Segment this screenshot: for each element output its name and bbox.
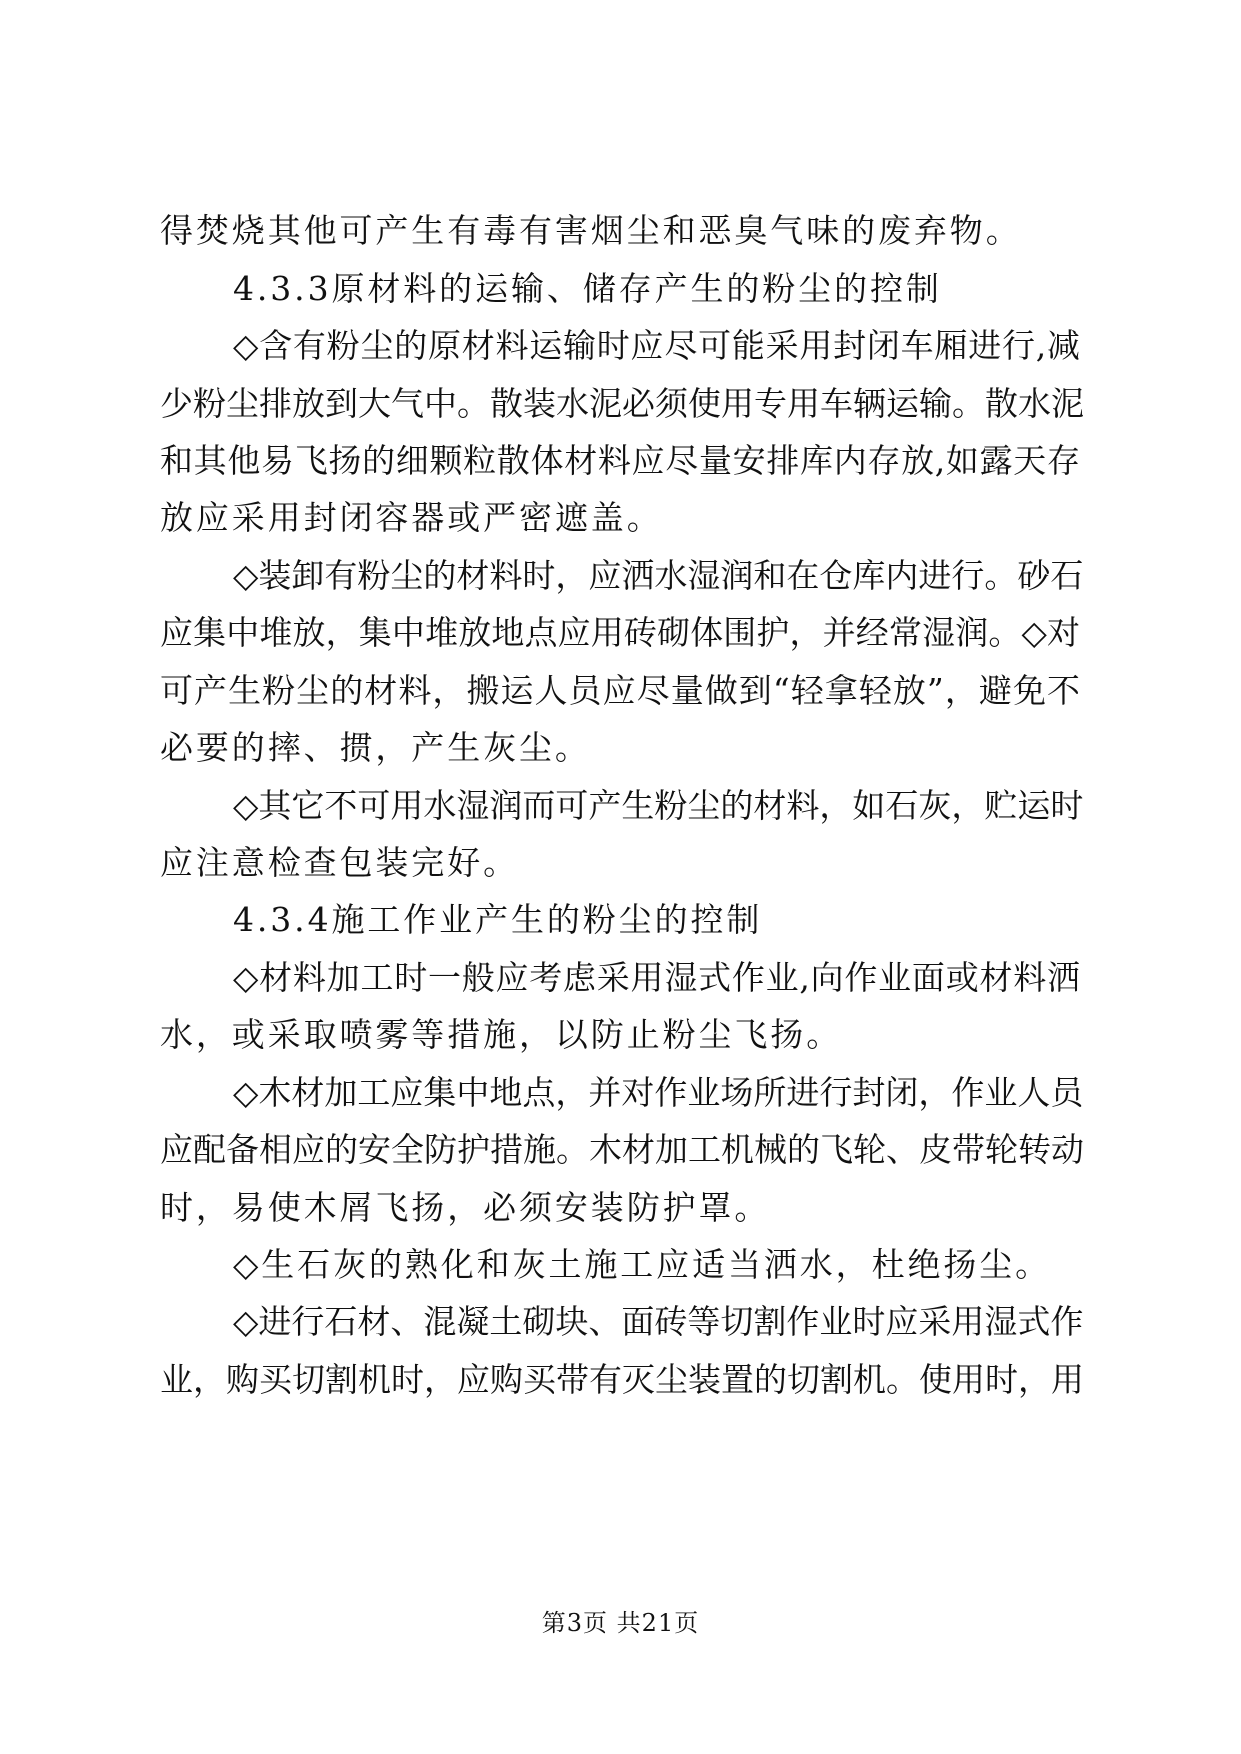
body-text-line: ◇进行石材、混凝土砌块、面砖等切割作业时应采用湿式作 xyxy=(233,1302,1084,1341)
body-text-line: 时，易使木屑飞扬，必须安装防护罩。 xyxy=(160,1188,771,1227)
body-text-line: ◇生石灰的熟化和灰土施工应适当洒水，杜绝扬尘。 xyxy=(233,1245,1052,1284)
body-text-line: 应集中堆放，集中堆放地点应用砖砌体围护，并经常湿润。◇对 xyxy=(160,613,1080,652)
body-text-line: 可产生粉尘的材料，搬运人员应尽量做到“轻拿轻放”，避免不 xyxy=(160,671,1080,710)
body-text-line: 应注意检查包装完好。 xyxy=(160,843,519,882)
body-text-line: ◇含有粉尘的原材料运输时应尽可能采用封闭车厢进行,减 xyxy=(233,326,1080,365)
body-text-line: 得焚烧其他可产生有毒有害烟尘和恶臭气味的废弃物。 xyxy=(160,211,1022,250)
body-text-line: ◇装卸有粉尘的材料时，应洒水湿润和在仓库内进行。砂石 xyxy=(233,556,1084,595)
body-text-line: 必要的摔、掼，产生灰尘。 xyxy=(160,728,591,767)
body-text-line: ◇其它不可用水湿润而可产生粉尘的材料，如石灰，贮运时 xyxy=(233,786,1084,825)
body-text-line: ◇材料加工时一般应考虑采用湿式作业,向作业面或材料洒 xyxy=(233,958,1080,997)
body-text-line: 和其他易飞扬的细颗粒散体材料应尽量安排库内存放,如露天存 xyxy=(160,441,1080,480)
section-heading: 4.3.3原材料的运输、储存产生的粉尘的控制 xyxy=(233,269,942,308)
section-heading: 4.3.4施工作业产生的粉尘的控制 xyxy=(233,900,763,939)
body-text-line: ◇木材加工应集中地点，并对作业场所进行封闭，作业人员 xyxy=(233,1073,1084,1112)
body-text-line: 业，购买切割机时，应购买带有灭尘装置的切割机。使用时，用 xyxy=(160,1360,1084,1399)
page-footer: 第3页 共21页 xyxy=(541,1609,700,1637)
body-text-line: 放应采用封闭容器或严密遮盖。 xyxy=(160,498,663,537)
body-text-line: 水，或采取喷雾等措施，以防止粉尘飞扬。 xyxy=(160,1015,843,1054)
body-text-line: 少粉尘排放到大气中。散装水泥必须使用专用车辆运输。散水泥 xyxy=(160,384,1084,423)
body-text-line: 应配备相应的安全防护措施。木材加工机械的飞轮、皮带轮转动 xyxy=(160,1130,1084,1169)
